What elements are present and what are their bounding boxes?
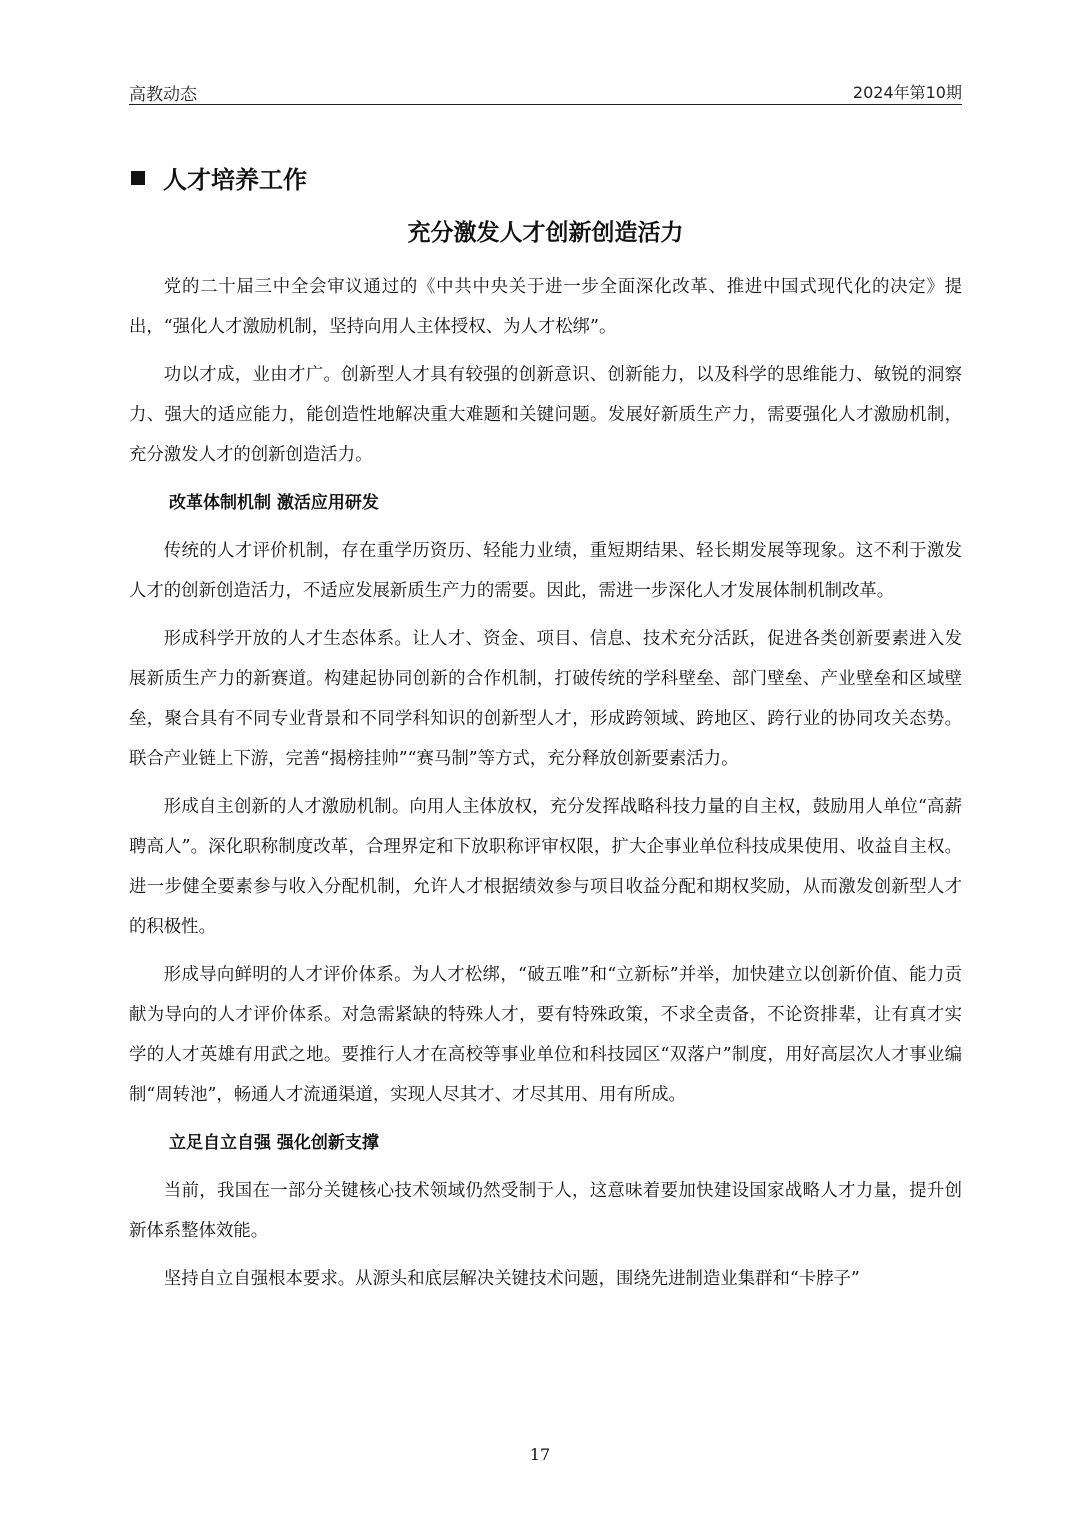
paragraph: 传统的人才评价机制，存在重学历资历、轻能力业绩，重短期结果、轻长期发展等现象。这不利于激发人才的创新创造活力，不适应发展新质生产力的需要。因此，需进一步深化人才发展体制机制改革。 — [129, 541, 962, 601]
square-bullet-icon — [131, 171, 145, 185]
section-heading — [131, 160, 307, 195]
page-number: 17 — [529, 1445, 551, 1464]
article-title: 充分激发人才创新创造活力 — [407, 220, 684, 246]
article-body — [129, 267, 962, 1307]
paragraph: 形成导向鲜明的人才评价体系。为人才松绑，“破五唯”和“立新标”并举，加快建立以创新价值、能力贡献为导向的人才评价体系。对急需紧缺的特殊人才，要有特殊政策，不求全责备，不论资排辈，让有真才实学的人才英雄有用武之地。要推行人才在高校等事业单位和科技园区“双落户”制度，用好高层次人才事业编制“周转池”，畅通人才流通渠道，实现人尽其才、才尽其用、用有所成。 — [129, 965, 962, 1105]
section-heading-text: 人才培养工作 — [163, 166, 307, 194]
paragraph: 当前，我国在一部分关键核心技术领域仍然受制于人，这意味着要加快建设国家战略人才力量，提升创新体系整体效能。 — [129, 1181, 962, 1241]
subheading: 改革体制机制 激活应用研发 — [169, 493, 379, 513]
header-rule — [129, 104, 962, 105]
journal-name: 高教动态 — [129, 85, 197, 105]
subheading: 立足自立自强 强化创新支撑 — [169, 1133, 379, 1153]
paragraph: 形成自主创新的人才激励机制。向用人主体放权，充分发挥战略科技力量的自主权，鼓励用人单位“高薪聘高人”。深化职称制度改革，合理界定和下放职称评审权限，扩大企事业单位科技成果使用、收益自主权。进一步健全要素参与收入分配机制，允许人才根据绩效参与项目收益分配和期权奖励，从而激发创新型人才的积极性。 — [129, 797, 962, 937]
running-header — [129, 80, 962, 105]
paragraph: 党的二十届三中全会审议通过的《中共中央关于进一步全面深化改革、推进中国式现代化的决定》提出，“强化人才激励机制，坚持向用人主体授权、为人才松绑”。 — [129, 277, 962, 337]
issue-number: 2024年第10期 — [852, 83, 962, 102]
paragraph: 形成科学开放的人才生态体系。让人才、资金、项目、信息、技术充分活跃，促进各类创新要素进入发展新质生产力的新赛道。构建起协同创新的合作机制，打破传统的学科壁垒、部门壁垒、产业壁垒和区域壁垒，聚合具有不同专业背景和不同学科知识的创新型人才，形成跨领域、跨地区、跨行业的协同攻关态势。联合产业链上下游，完善“揭榜挂帅”“赛马制”等方式，充分释放创新要素活力。 — [129, 629, 962, 769]
paragraph: 坚持自立自强根本要求。从源头和底层解决关键技术问题，围绕先进制造业集群和“卡脖子” — [163, 1269, 860, 1289]
paragraph: 功以才成，业由才广。创新型人才具有较强的创新意识、创新能力，以及科学的思维能力、敏锐的洞察力、强大的适应能力，能创造性地解决重大难题和关键问题。发展好新质生产力，需要强化人才激励机制，充分激发人才的创新创造活力。 — [129, 365, 962, 465]
